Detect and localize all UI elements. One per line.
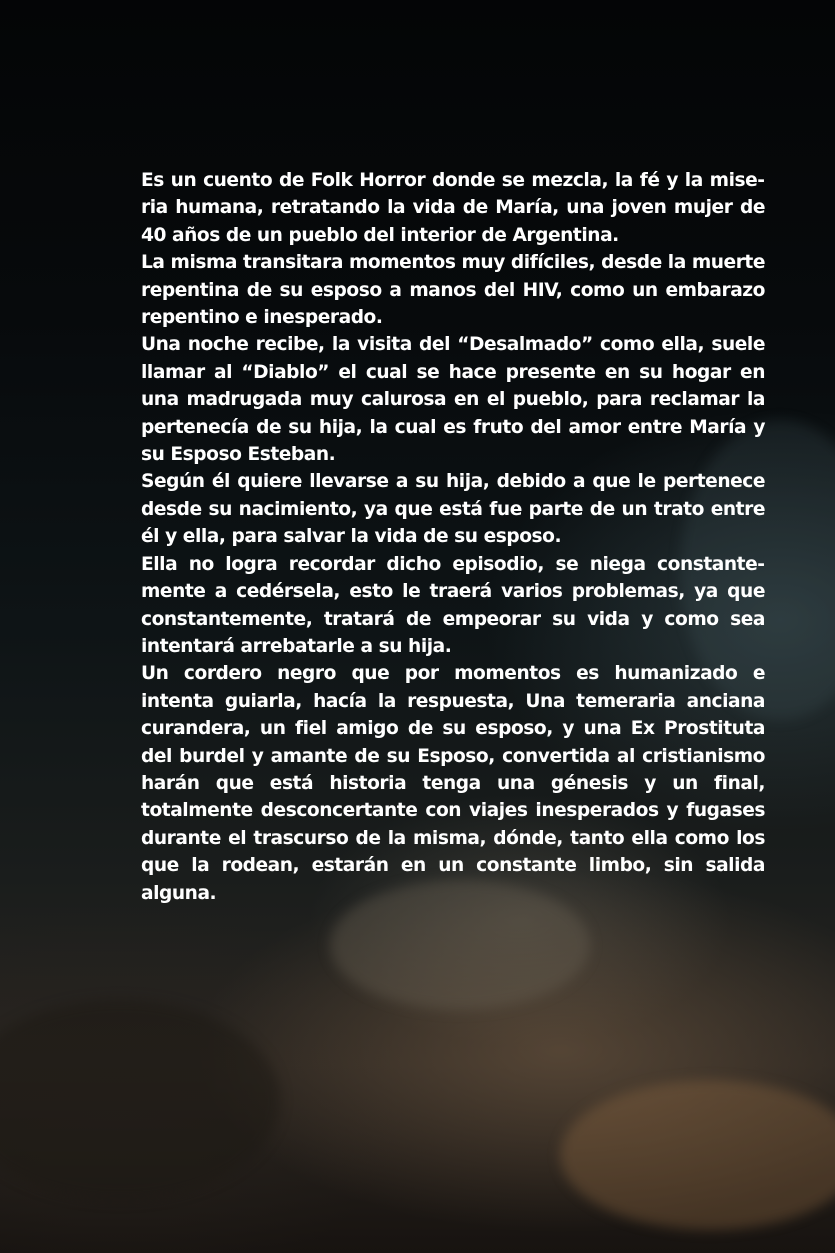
synopsis-paragraph: Una noche recibe, la visita del “Desalmado” como ella, suele llamar al “Diablo” el cual se hace presente en su hogar en una madrugada muy calurosa en el pueblo, para reclamar la pertenecía de su hija, la cual es fruto del amor entre María y su Esposo Esteban. <box>141 334 765 466</box>
synopsis-paragraph: Según él quiere llevarse a su hija, debido a que le pertenece desde su nacimiento, ya que está fue parte de un trato entre él y ella, para salvar la vida de su esposo. <box>141 471 765 548</box>
background-sand <box>560 1080 835 1230</box>
synopsis-text-block <box>141 167 765 907</box>
background-shadow <box>0 1000 280 1200</box>
synopsis-paragraph: Ella no logra recordar dicho episodio, se niega constantemente a cedérsela, esto le traerá varios problemas, ya que constantemente, tratará de empeorar su vida y como sea intentará arrebatarle a su hija. <box>141 553 765 657</box>
synopsis-paragraph: La misma transitara momentos muy difíciles, desde la muerte repentina de su esposo a manos del HIV, como un embarazo repentino e inesperado. <box>141 252 766 329</box>
synopsis-paragraph: Es un cuento de Folk Horror donde se mezcla, la fé y la miseria humana, retratando la vida de María, una joven mujer de 40 años de un pueblo del interior de Argentina. <box>141 170 765 246</box>
synopsis-paragraph: Un cordero negro que por momentos es humanizado e intenta guiarla, hacía la respuesta, Una temeraria anciana curandera, un fiel amigo de su esposo, y una Ex Prostituta del burdel y amante de su Esposo, convertida al cristianismo harán que está historia tenga una génesis y un final, totalmente desconcertante con viajes inesperados y fugases durante el trascurso de la misma, dónde, tanto ella como los que la rodean, estarán en un constante limbo, sin salida alguna. <box>141 663 765 904</box>
